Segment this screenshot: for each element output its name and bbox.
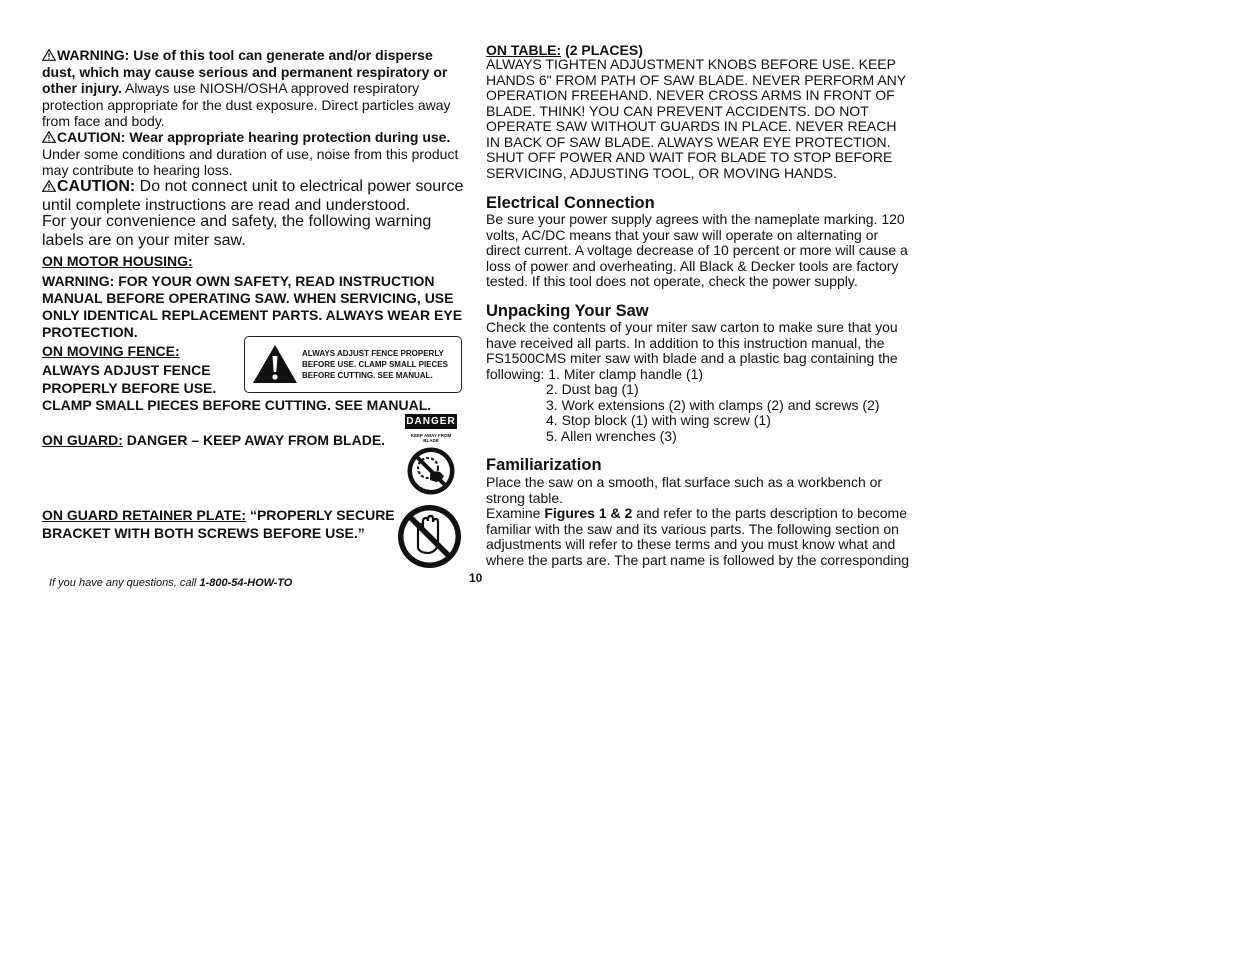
guard-heading: ON GUARD: [42,432,123,448]
list-item: 5. Allen wrenches (3) [546,427,677,444]
warning-exclamation-icon [251,343,299,390]
footer-phone: 1-800-54-HOW-TO [199,577,293,589]
footer [49,577,292,589]
motor-heading: ON MOTOR HOUSING: [42,253,193,269]
electrical-title: Electrical Connection [486,194,655,212]
warning-triangle-icon [42,131,56,143]
familiar-text-1: Place the saw on a smooth, flat surface such as a workbench or strong table. [486,474,883,506]
unpacking-title: Unpacking Your Saw [486,302,649,320]
warning-dust-bold: WARNING: Use of this tool can generate and/or disperse dust, which may cause serious and permanent respiratory or other injury. [42,47,448,96]
unpacking-text: Check the contents of your miter saw carton to make sure that you have received all parts. In addition to this instruction manual, the FS1500CMS miter saw with blade and a plastic bag containing the following: 1. Miter clamp handle (1) [486,319,898,382]
retainer-text-2: BRACKET WITH BOTH SCREWS BEFORE USE.” [42,525,365,541]
keep-away-label: KEEP AWAY FROM BLADE [410,433,452,443]
warning-dust [42,47,462,130]
convenience-text: For your convenience and safety, the following warning labels are on your miter saw. [42,213,432,249]
caution-hearing [42,129,462,179]
familiar-text-2-pre: Examine [486,505,541,521]
retainer-text [42,506,395,542]
warning-dust-text: Always use NIOSH/OSHA approved respiratory protection appropriate for the dust exposure. Direct particles away from face and body. [42,80,451,129]
danger-label: DANGER [406,416,456,427]
caution-hearing-text: Under some conditions and duration of use, noise from this product may contribute to hearing loss. [42,145,459,178]
warning-triangle-icon [42,49,56,61]
fence-line-1: ALWAYS ADJUST FENCE [42,362,211,378]
table-text: ALWAYS TIGHTEN ADJUSTMENT KNOBS BEFORE USE. KEEP HANDS 6" FROM PATH OF SAW BLADE. NEVER PERFORM ANY OPERATION FREEHAND. NEVER CROSS ARMS IN FRONT OF BLADE. THINK! YOU CAN PREVENT ACCIDENTS. DO NOT OPERATE SAW WITHOUT GUARDS IN PLACE. NEVER REACH IN BACK OF SAW BLADE. ALWAYS WEAR EYE PROTECTION. SHUT OFF POWER AND WAIT FOR BLADE TO STOP BEFORE SERVICING, ADJUSTING TOOL, OR MOVING HANDS. [486,56,906,181]
electrical-text: Be sure your power supply agrees with the nameplate marking. 120 volts, AC/DC means that your saw will operate on alternating or direct current. A voltage decrease of 10 percent or more will cause a loss of power and overheating. All Black & Decker tools are factory tested. If this tool does not operate, check the power supply. [486,211,908,289]
list-item: 4. Stop block (1) with wing screw (1) [546,412,771,428]
no-hand-icon [396,503,463,575]
warning-triangle-icon [42,180,56,192]
table-heading-suffix: (2 PLACES) [565,42,643,58]
page-number: 10 [469,571,483,585]
caution-power-text: Do not connect unit to electrical power source until complete instructions are read and understood. [42,178,464,214]
fence-label-text: ALWAYS ADJUST FENCE PROPERLY BEFORE USE. CLAMP SMALL PIECES BEFORE CUTTING. SEE MANUAL. [302,349,448,380]
unpacking-list [546,382,880,444]
guard-line [42,432,385,449]
retainer-text-1: “PROPERLY SECURE [249,507,395,523]
caution-hearing-bold: CAUTION: Wear appropriate hearing protection during use. [57,129,451,145]
fence-line-3: CLAMP SMALL PIECES BEFORE CUTTING. SEE MANUAL. [42,397,432,413]
caution-power [42,178,464,215]
familiar-text-2 [486,506,912,568]
familiar-title: Familiarization [486,456,602,474]
caution-power-bold: CAUTION: [57,178,136,195]
guard-text: DANGER – KEEP AWAY FROM BLADE. [126,432,386,448]
list-item: 2. Dust bag (1) [546,381,639,397]
table-heading: ON TABLE: [486,42,562,58]
no-hand-blade-icon [406,446,456,501]
fence-line-2: PROPERLY BEFORE USE. [42,379,217,396]
retainer-heading: ON GUARD RETAINER PLATE: [42,507,247,523]
familiar-text-2-post: and refer to the parts description to become familiar with the saw and its various parts. The following section on adjustments will refer to these terms and you must know what and where the parts are. The part name is followed by the corresponding [486,505,910,568]
fence-heading: ON MOVING FENCE: [42,343,180,359]
familiar-text-2-bold: Figures 1 & 2 [544,505,633,521]
fence-warning-label [244,336,462,393]
list-item: 3. Work extensions (2) with clamps (2) and screws (2) [546,396,880,413]
motor-text: WARNING: FOR YOUR OWN SAFETY, READ INSTRUCTION MANUAL BEFORE OPERATING SAW. WHEN SERVICING, USE ONLY IDENTICAL REPLACEMENT PARTS. ALWAYS WEAR EYE PROTECTION. [42,273,463,340]
footer-prefix: If you have any questions, call [49,577,197,589]
